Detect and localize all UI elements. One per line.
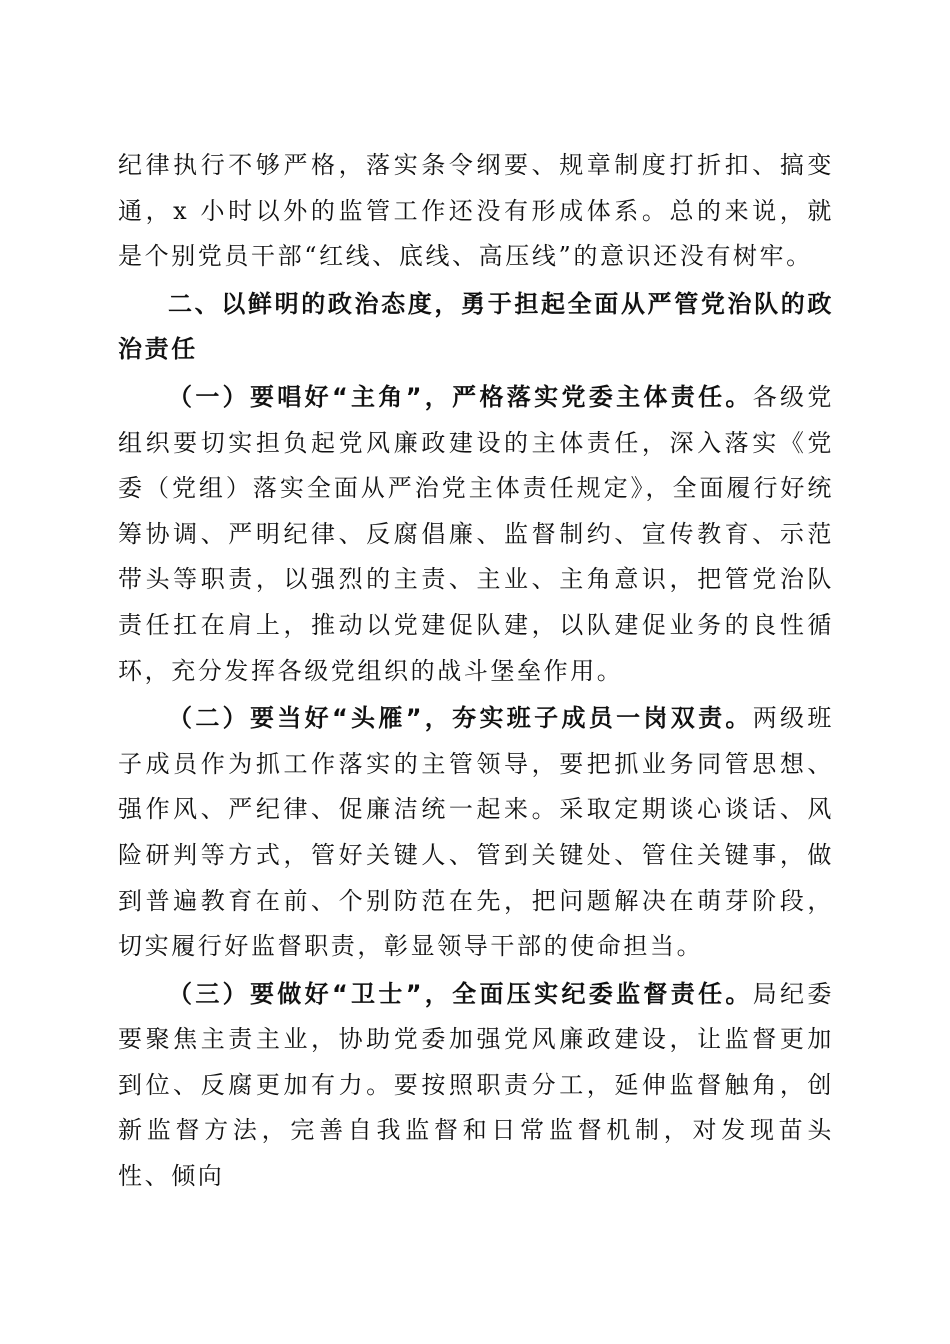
section-heading-text: 二、以鲜明的政治态度，勇于担起全面从严管党治队的政治责任 — [118, 289, 834, 364]
paragraph-three-text: 局纪委要聚焦主责主业，协助党委加强党风廉政建设，让监督更加到位、反腐更加有力。要按照职责分工，延伸监督触角，创新监督方法，完善自我监督和日常监督机制，对发现苗头性、倾向 — [118, 979, 834, 1191]
subheading-two: （二）要当好“头雁”，夯实班子成员一岗双责。 — [168, 704, 753, 733]
paragraph-text: 纪律执行不够严格，落实条令纲要、规章制度打折扣、搞变通，x 小时以外的监管工作还没有形成体系。总的来说，就是个别党员干部“红线、底线、高压线”的意识还没有树牢。 — [118, 151, 834, 271]
paragraph-one-text: 各级党组织要切实担负起党风廉政建设的主体责任，深入落实《党委（党组）落实全面从严治党主体责任规定》，全面履行好统筹协调、严明纪律、反腐倡廉、监督制约、宣传教育、示范带头等职责，以强烈的主责、主业、主角意识，把管党治队责任扛在肩上，推动以党建促队建，以队建促业务的良性循环，充分发挥各级党组织的战斗堡垒作用。 — [118, 382, 834, 685]
section-heading — [118, 282, 834, 373]
subheading-one: （一）要唱好“主角”，严格落实党委主体责任。 — [168, 382, 753, 411]
subheading-three: （三）要做好“卫士”，全面压实纪委监督责任。 — [168, 979, 753, 1008]
document-body — [118, 143, 834, 1200]
paragraph-two-text: 两级班子成员作为抓工作落实的主管领导，要把抓业务同管思想、强作风、严纪律、促廉洁统一起来。采取定期谈心谈话、风险研判等方式，管好关键人、管到关键处、管住关键事，做到普遍教育在前、个别防范在先，把问题解决在萌芽阶段，切实履行好监督职责，彰显领导干部的使命担当。 — [118, 704, 834, 961]
paragraph-intro — [118, 143, 834, 280]
paragraph-two — [118, 696, 834, 970]
paragraph-one — [118, 375, 834, 694]
paragraph-three — [118, 972, 834, 1200]
